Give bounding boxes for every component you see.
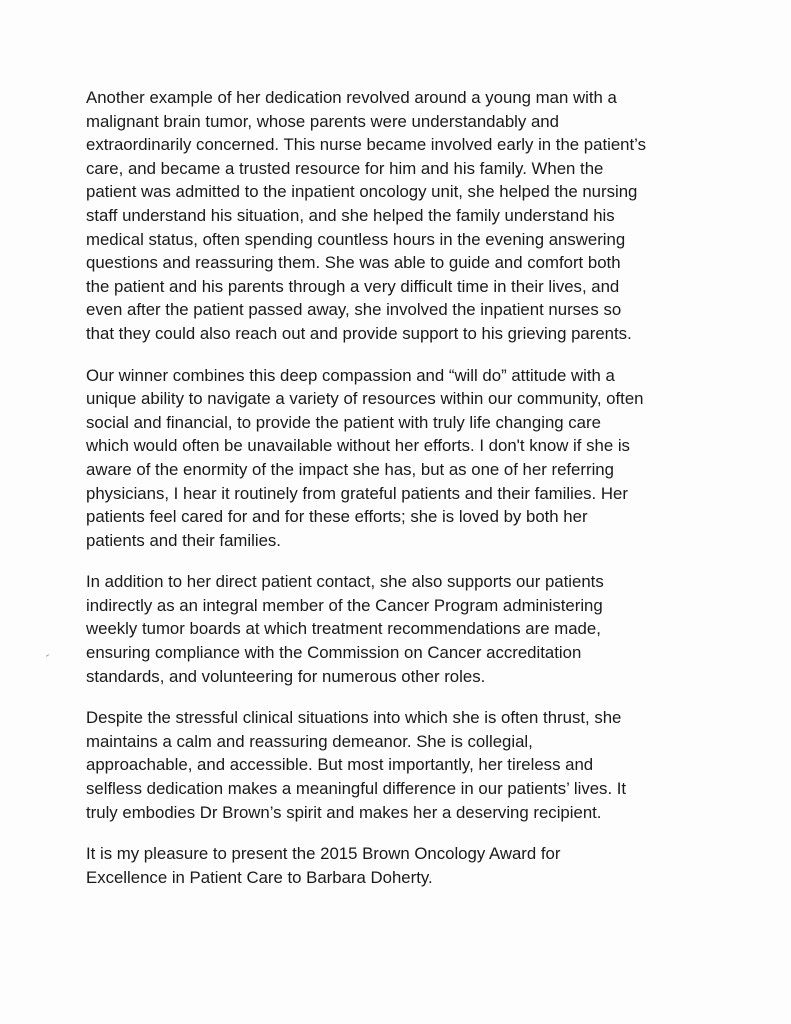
scan-speck-mark bbox=[46, 654, 49, 657]
letter-body bbox=[86, 86, 726, 907]
paragraph-demeanor: Despite the stressful clinical situations into which she is often thrust, she maintains a calm and reassuring demeanor. She is collegial, approachable, and accessible. But most importantly, her tireless and selfless dedication makes a meaningful difference in our patients’ lives. It truly embodies Dr Brown’s spirit and makes her a deserving recipient. bbox=[86, 708, 627, 822]
paragraph-award-presentation: It is my pleasure to present the 2015 Brown Oncology Award for Excellence in Patient Care to Barbara Doherty. bbox=[86, 844, 561, 887]
paragraph-cancer-program: In addition to her direct patient contact, she also supports our patients indirectly as an integral member of the Cancer Program administering weekly tumor boards at which treatment recommendations are made, ensuring compliance with the Commission on Cancer accreditation standards, and volunteering for numerous other roles. bbox=[86, 572, 604, 686]
paragraph-nurse-dedication: Another example of her dedication revolved around a young man with a malignant brain tumor, whose parents were understandably and extraordinarily concerned. This nurse became involved early in the patient’s care, and became a trusted resource for him and his family. When the patient was admitted to the inpatient oncology unit, she helped the nursing staff understand his situation, and she helped the family understand his medical status, often spending countless hours in the evening answering questions and reassuring them. She was able to guide and comfort both the patient and his parents through a very difficult time in their lives, and even after the patient passed away, she involved the inpatient nurses so that they could also reach out and provide support to his grieving parents. bbox=[86, 88, 646, 343]
paragraph-compassion-resources: Our winner combines this deep compassion and “will do” attitude with a unique ability to navigate a variety of resources within our community, often social and financial, to provide the patient with truly life changing care which would often be unavailable without her efforts. I don't know if she is aware of the enormity of the impact she has, but as one of her referring physicians, I hear it routinely from grateful patients and their families. Her patients feel cared for and for these efforts; she is loved by both her patients and their families. bbox=[86, 365, 644, 550]
